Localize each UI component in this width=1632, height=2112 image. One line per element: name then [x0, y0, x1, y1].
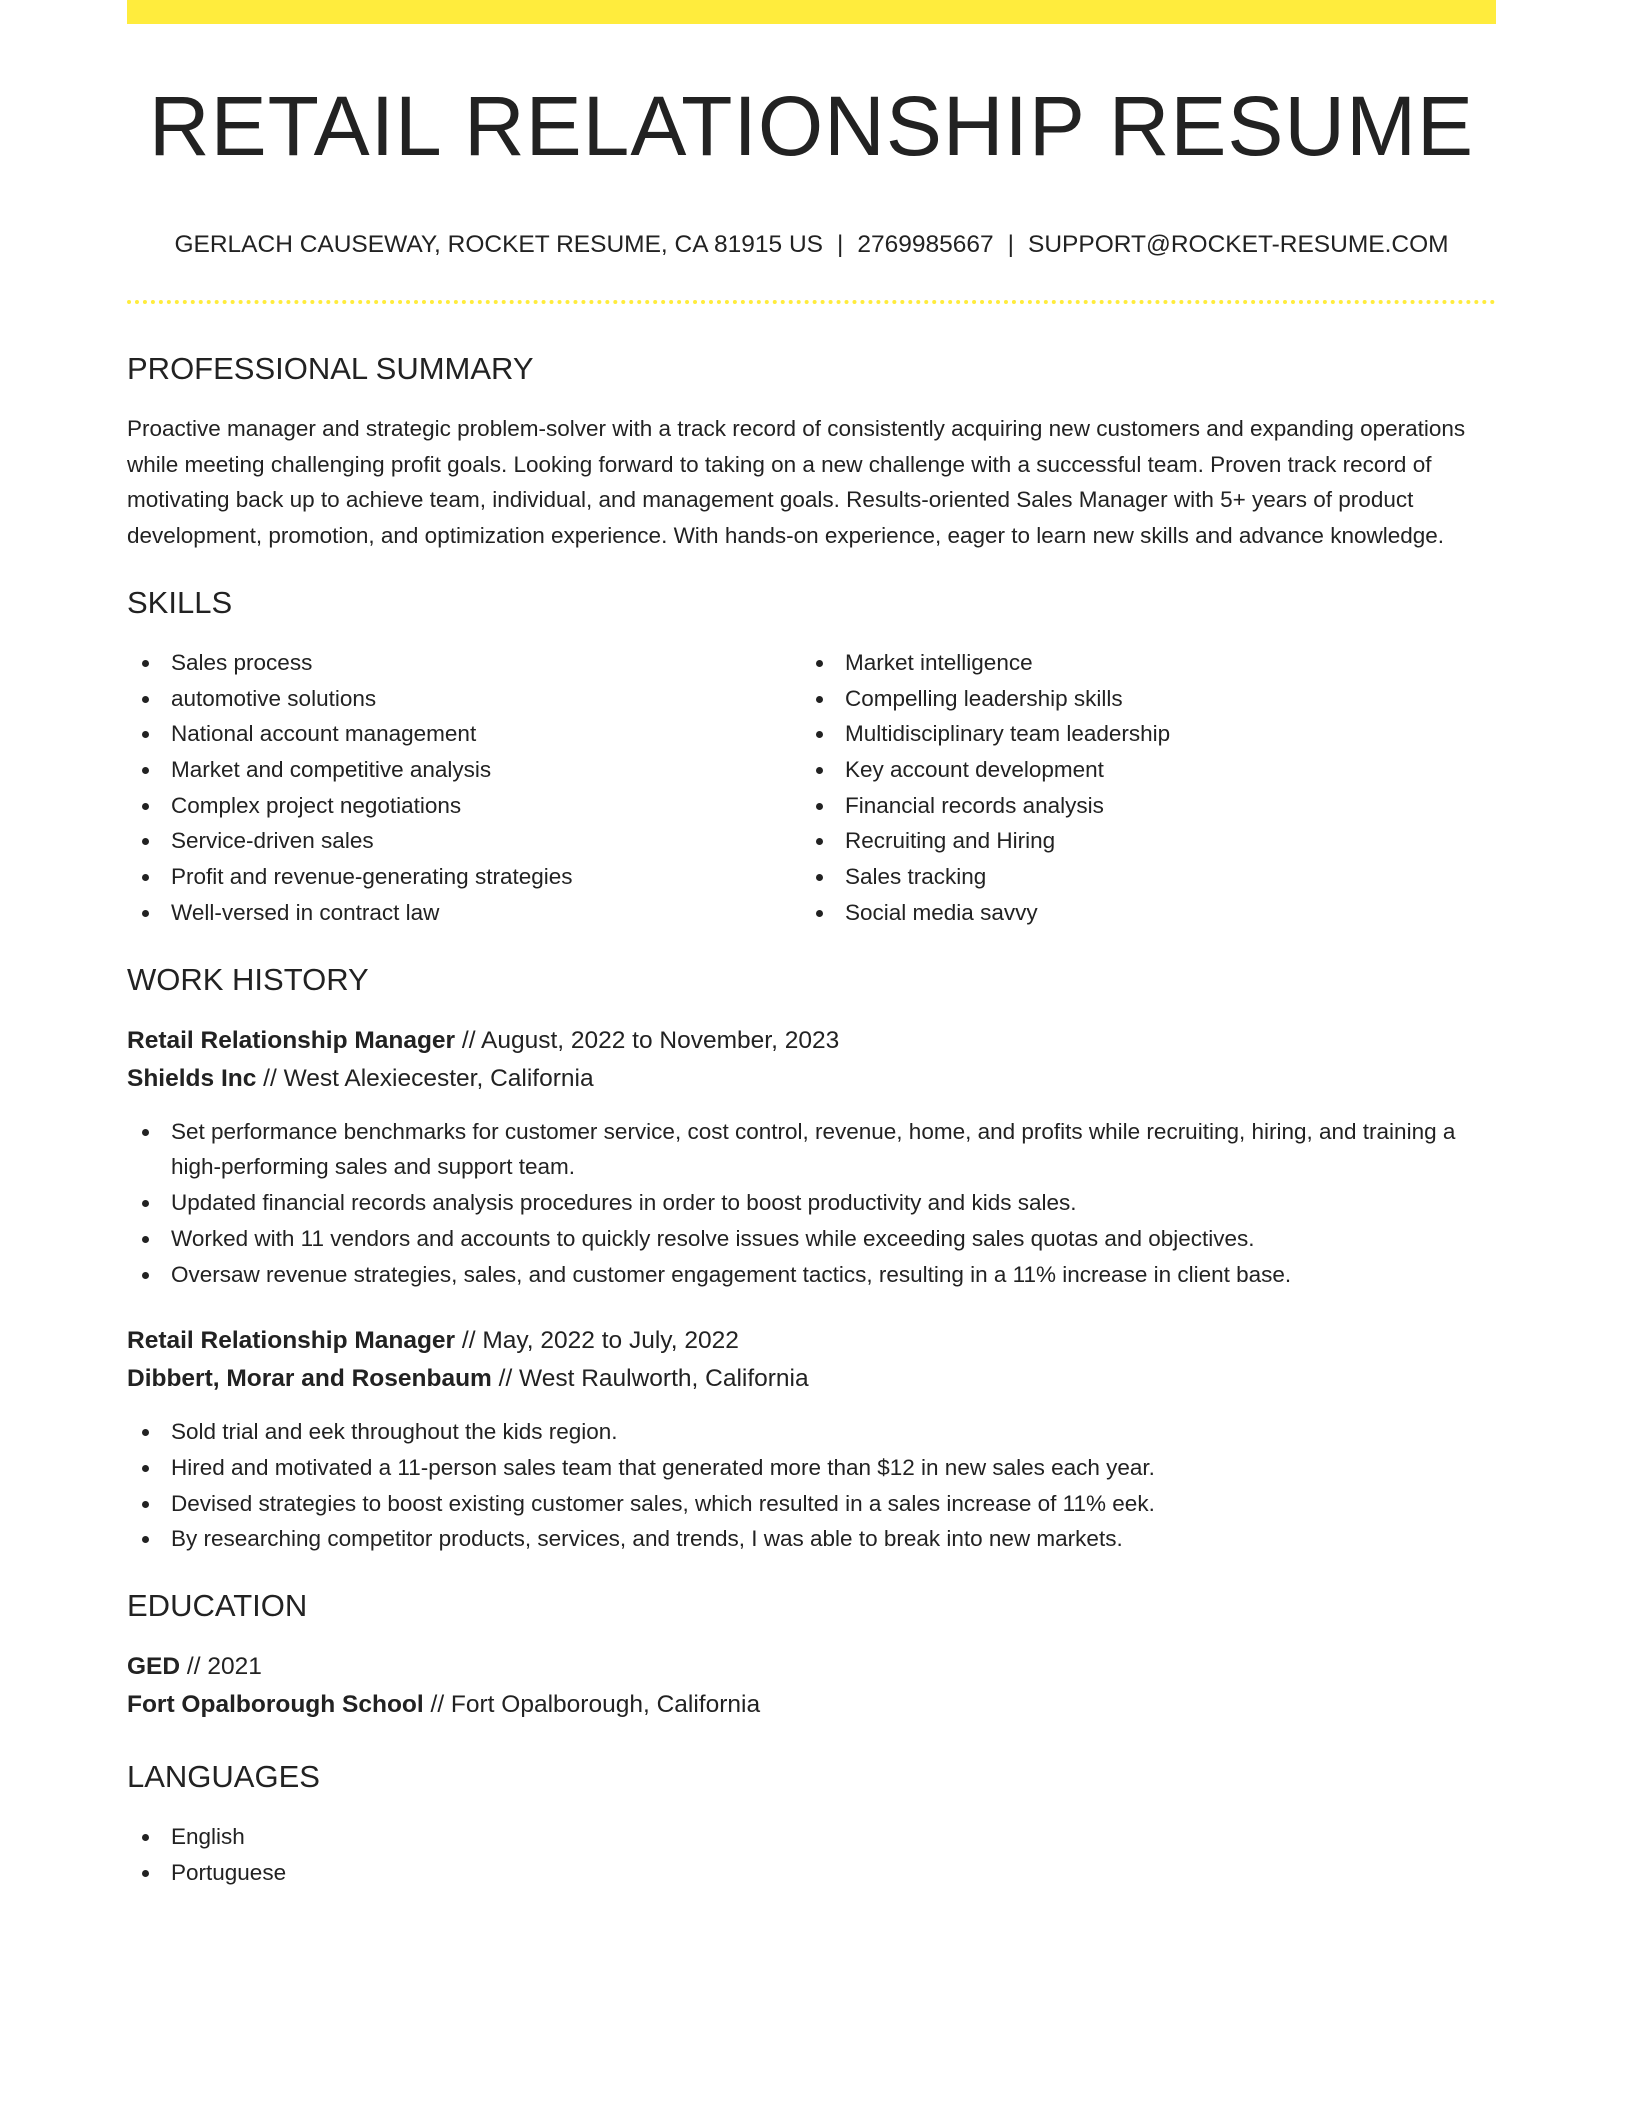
job-role: Retail Relationship Manager	[127, 1327, 456, 1355]
skill-item: Compelling leadership skills	[801, 681, 1475, 717]
contact-line	[127, 230, 1496, 259]
contact-address: GERLACH CAUSEWAY, ROCKET RESUME, CA 81915 US	[174, 231, 823, 259]
skill-item: National account management	[127, 716, 801, 752]
skill-item: Complex project negotiations	[127, 788, 801, 824]
job-bullets	[127, 1114, 1496, 1293]
job-role: Retail Relationship Manager	[127, 1026, 456, 1054]
skill-item: Financial records analysis	[801, 788, 1475, 824]
job-dates: // August, 2022 to November, 2023	[455, 1026, 840, 1054]
dotted-divider	[127, 300, 1496, 304]
contact-phone: 2769985667	[857, 231, 994, 259]
job-bullet: Updated financial records analysis procedures in order to boost productivity and kids sales.	[127, 1185, 1496, 1221]
skill-item: Market and competitive analysis	[127, 752, 801, 788]
job-entry	[127, 1322, 1496, 1557]
languages-list	[127, 1819, 1496, 1890]
job-bullet: Worked with 11 vendors and accounts to quickly resolve issues while exceeding sales quotas and objectives.	[127, 1221, 1496, 1257]
job-company-line	[127, 1060, 1496, 1098]
languages-heading: LANGUAGES	[127, 1759, 320, 1795]
contact-separator: |	[836, 231, 844, 259]
education-degree-line	[127, 1648, 1496, 1686]
resume-title: RETAIL RELATIONSHIP RESUME	[148, 79, 1475, 173]
job-bullet: By researching competitor products, services, and trends, I was able to break into new markets.	[127, 1521, 1496, 1557]
contact-email: SUPPORT@ROCKET-RESUME.COM	[1028, 231, 1449, 259]
skill-item: Key account development	[801, 752, 1475, 788]
skill-item: Multidisciplinary team leadership	[801, 716, 1475, 752]
job-bullet: Oversaw revenue strategies, sales, and customer engagement tactics, resulting in a 11% increase in client base.	[127, 1257, 1496, 1293]
job-company: Shields Inc	[127, 1064, 257, 1092]
job-role-line	[127, 1022, 1496, 1060]
summary-text: Proactive manager and strategic problem-solver with a track record of consistently acquiring new customers and expanding operations while meeting challenging profit goals. Looking forward to taking on a new challenge with a successful team. Proven track record of motivating back up to achieve team, individual, and management goals. Results-oriented Sales Manager with 5+ years of product development, promotion, and optimization experience. With hands-on experience, eager to learn new skills and advance knowledge.	[127, 415, 1466, 549]
skill-item: automotive solutions	[127, 681, 801, 717]
job-bullet: Sold trial and eek throughout the kids region.	[127, 1414, 1496, 1450]
skill-item: Profit and revenue-generating strategies	[127, 859, 801, 895]
education-year: // 2021	[180, 1653, 262, 1681]
contact-separator: |	[1007, 231, 1014, 259]
education-degree: GED	[127, 1653, 181, 1681]
skill-item: Recruiting and Hiring	[801, 823, 1475, 859]
skill-item: Sales process	[127, 645, 801, 681]
job-dates: // May, 2022 to July, 2022	[455, 1327, 739, 1355]
skill-item: Market intelligence	[801, 645, 1475, 681]
education-school: Fort Opalborough School	[127, 1691, 424, 1719]
job-bullet: Set performance benchmarks for customer service, cost control, revenue, home, and profits while recruiting, hiring, and training a high-performing sales and support team.	[127, 1114, 1496, 1185]
job-company: Dibbert, Morar and Rosenbaum	[127, 1365, 492, 1393]
summary-heading: PROFESSIONAL SUMMARY	[127, 350, 534, 386]
job-company-line	[127, 1360, 1496, 1398]
job-bullet: Hired and motivated a 11-person sales team that generated more than $12 in new sales each year.	[127, 1450, 1496, 1486]
job-entry	[127, 1022, 1496, 1293]
work-history-heading: WORK HISTORY	[127, 961, 369, 997]
skills-list-right	[801, 645, 1475, 931]
skill-item: Sales tracking	[801, 859, 1475, 895]
skills-columns	[127, 645, 1496, 931]
education-heading: EDUCATION	[127, 1588, 308, 1624]
skill-item: Well-versed in contract law	[127, 895, 801, 931]
skill-item: Social media savvy	[801, 895, 1475, 931]
education-location: // Fort Opalborough, California	[423, 1691, 761, 1719]
top-accent-bar	[127, 0, 1496, 24]
job-role-line	[127, 1322, 1496, 1360]
job-bullets	[127, 1414, 1496, 1557]
skills-list-left	[127, 645, 801, 931]
job-location: // West Alexiecester, California	[256, 1064, 594, 1092]
language-item: Portuguese	[127, 1855, 1496, 1891]
resume-page	[127, 0, 1496, 1891]
education-school-line	[127, 1686, 1496, 1724]
job-bullet: Devised strategies to boost existing customer sales, which resulted in a sales increase of 11% eek.	[127, 1486, 1496, 1522]
job-location: // West Raulworth, California	[491, 1365, 809, 1393]
skills-heading: SKILLS	[127, 584, 233, 620]
language-item: English	[127, 1819, 1496, 1855]
skill-item: Service-driven sales	[127, 823, 801, 859]
